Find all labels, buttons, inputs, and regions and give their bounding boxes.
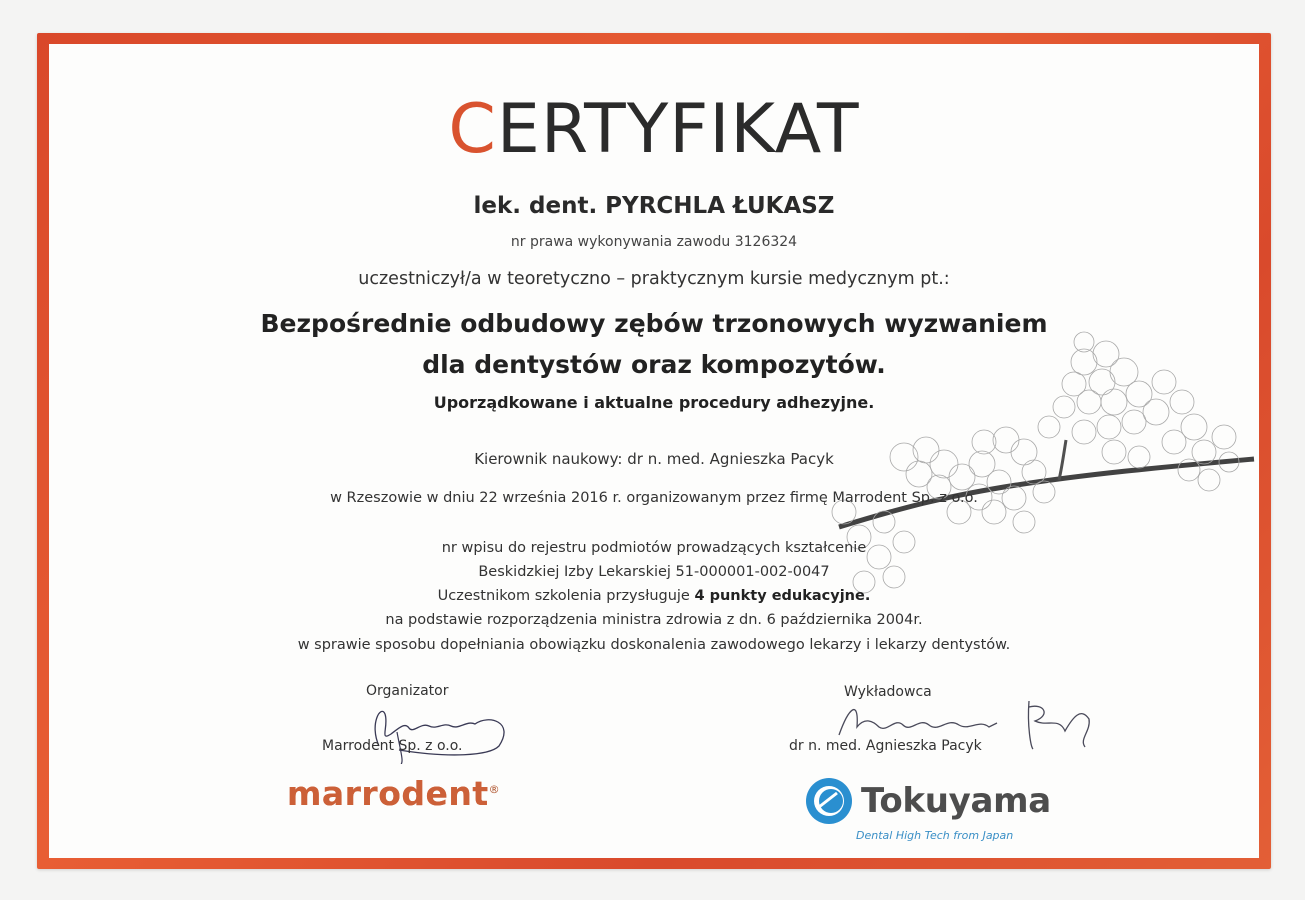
tokuyama-logo-text: Tokuyama bbox=[861, 781, 1051, 821]
register-line-1: nr wpisu do rejestru podmiotów prowadzących kształcenie bbox=[441, 540, 867, 556]
register-line-2: Beskidzkiej Izby Lekarskiej 51-000001-002-0047 bbox=[478, 564, 830, 580]
place-date-line: w Rzeszowie w dniu 22 września 2016 r. organizowanym przez firmę Marrodent Sp. z o.o. bbox=[330, 490, 978, 506]
organizer-role: Organizator bbox=[366, 683, 449, 699]
participation-text: uczestniczył/a w teoretyczno – praktycznym kursie medycznym pt.: bbox=[358, 269, 950, 289]
legal-matter: w sprawie sposobu dopełniania obowiązku doskonalenia zawodowego lekarzy i lekarzy dentystów. bbox=[297, 637, 1011, 653]
title-accent-letter: C bbox=[448, 90, 497, 169]
course-title-line-1: Bezpośrednie odbudowy zębów trzonowych wyzwaniem bbox=[260, 309, 1048, 338]
points-prefix: Uczestnikom szkolenia przysługuje bbox=[437, 588, 690, 604]
course-subtitle: Uporządkowane i aktualne procedury adhezyjne. bbox=[433, 393, 875, 412]
registered-mark: ® bbox=[488, 783, 501, 796]
tokuyama-tagline: Dental High Tech from Japan bbox=[856, 829, 1014, 842]
organizer-name: Marrodent Sp. z o.o. bbox=[322, 738, 463, 754]
marrodent-logo-text: marrodent bbox=[287, 774, 489, 813]
certificate-title bbox=[49, 90, 1259, 169]
education-points bbox=[49, 588, 1259, 604]
lecturer-role: Wykładowca bbox=[844, 684, 932, 700]
license-number: nr prawa wykonywania zawodu 3126324 bbox=[510, 234, 798, 250]
course-title-line-2: dla dentystów oraz kompozytów. bbox=[422, 350, 886, 379]
marrodent-logo bbox=[287, 774, 500, 813]
recipient-name: lek. dent. PYRCHLA ŁUKASZ bbox=[473, 193, 835, 219]
points-value: 4 punkty edukacyjne. bbox=[694, 588, 871, 604]
scientific-director: Kierownik naukowy: dr n. med. Agnieszka Pacyk bbox=[474, 450, 834, 468]
title-rest: ERTYFIKAT bbox=[496, 90, 860, 169]
certificate-border bbox=[37, 33, 1271, 869]
certificate-paper bbox=[49, 44, 1259, 858]
lecturer-name: dr n. med. Agnieszka Pacyk bbox=[789, 738, 982, 754]
legal-basis: na podstawie rozporządzenia ministra zdrowia z dn. 6 października 2004r. bbox=[385, 612, 923, 628]
tokuyama-globe-icon bbox=[805, 777, 853, 825]
